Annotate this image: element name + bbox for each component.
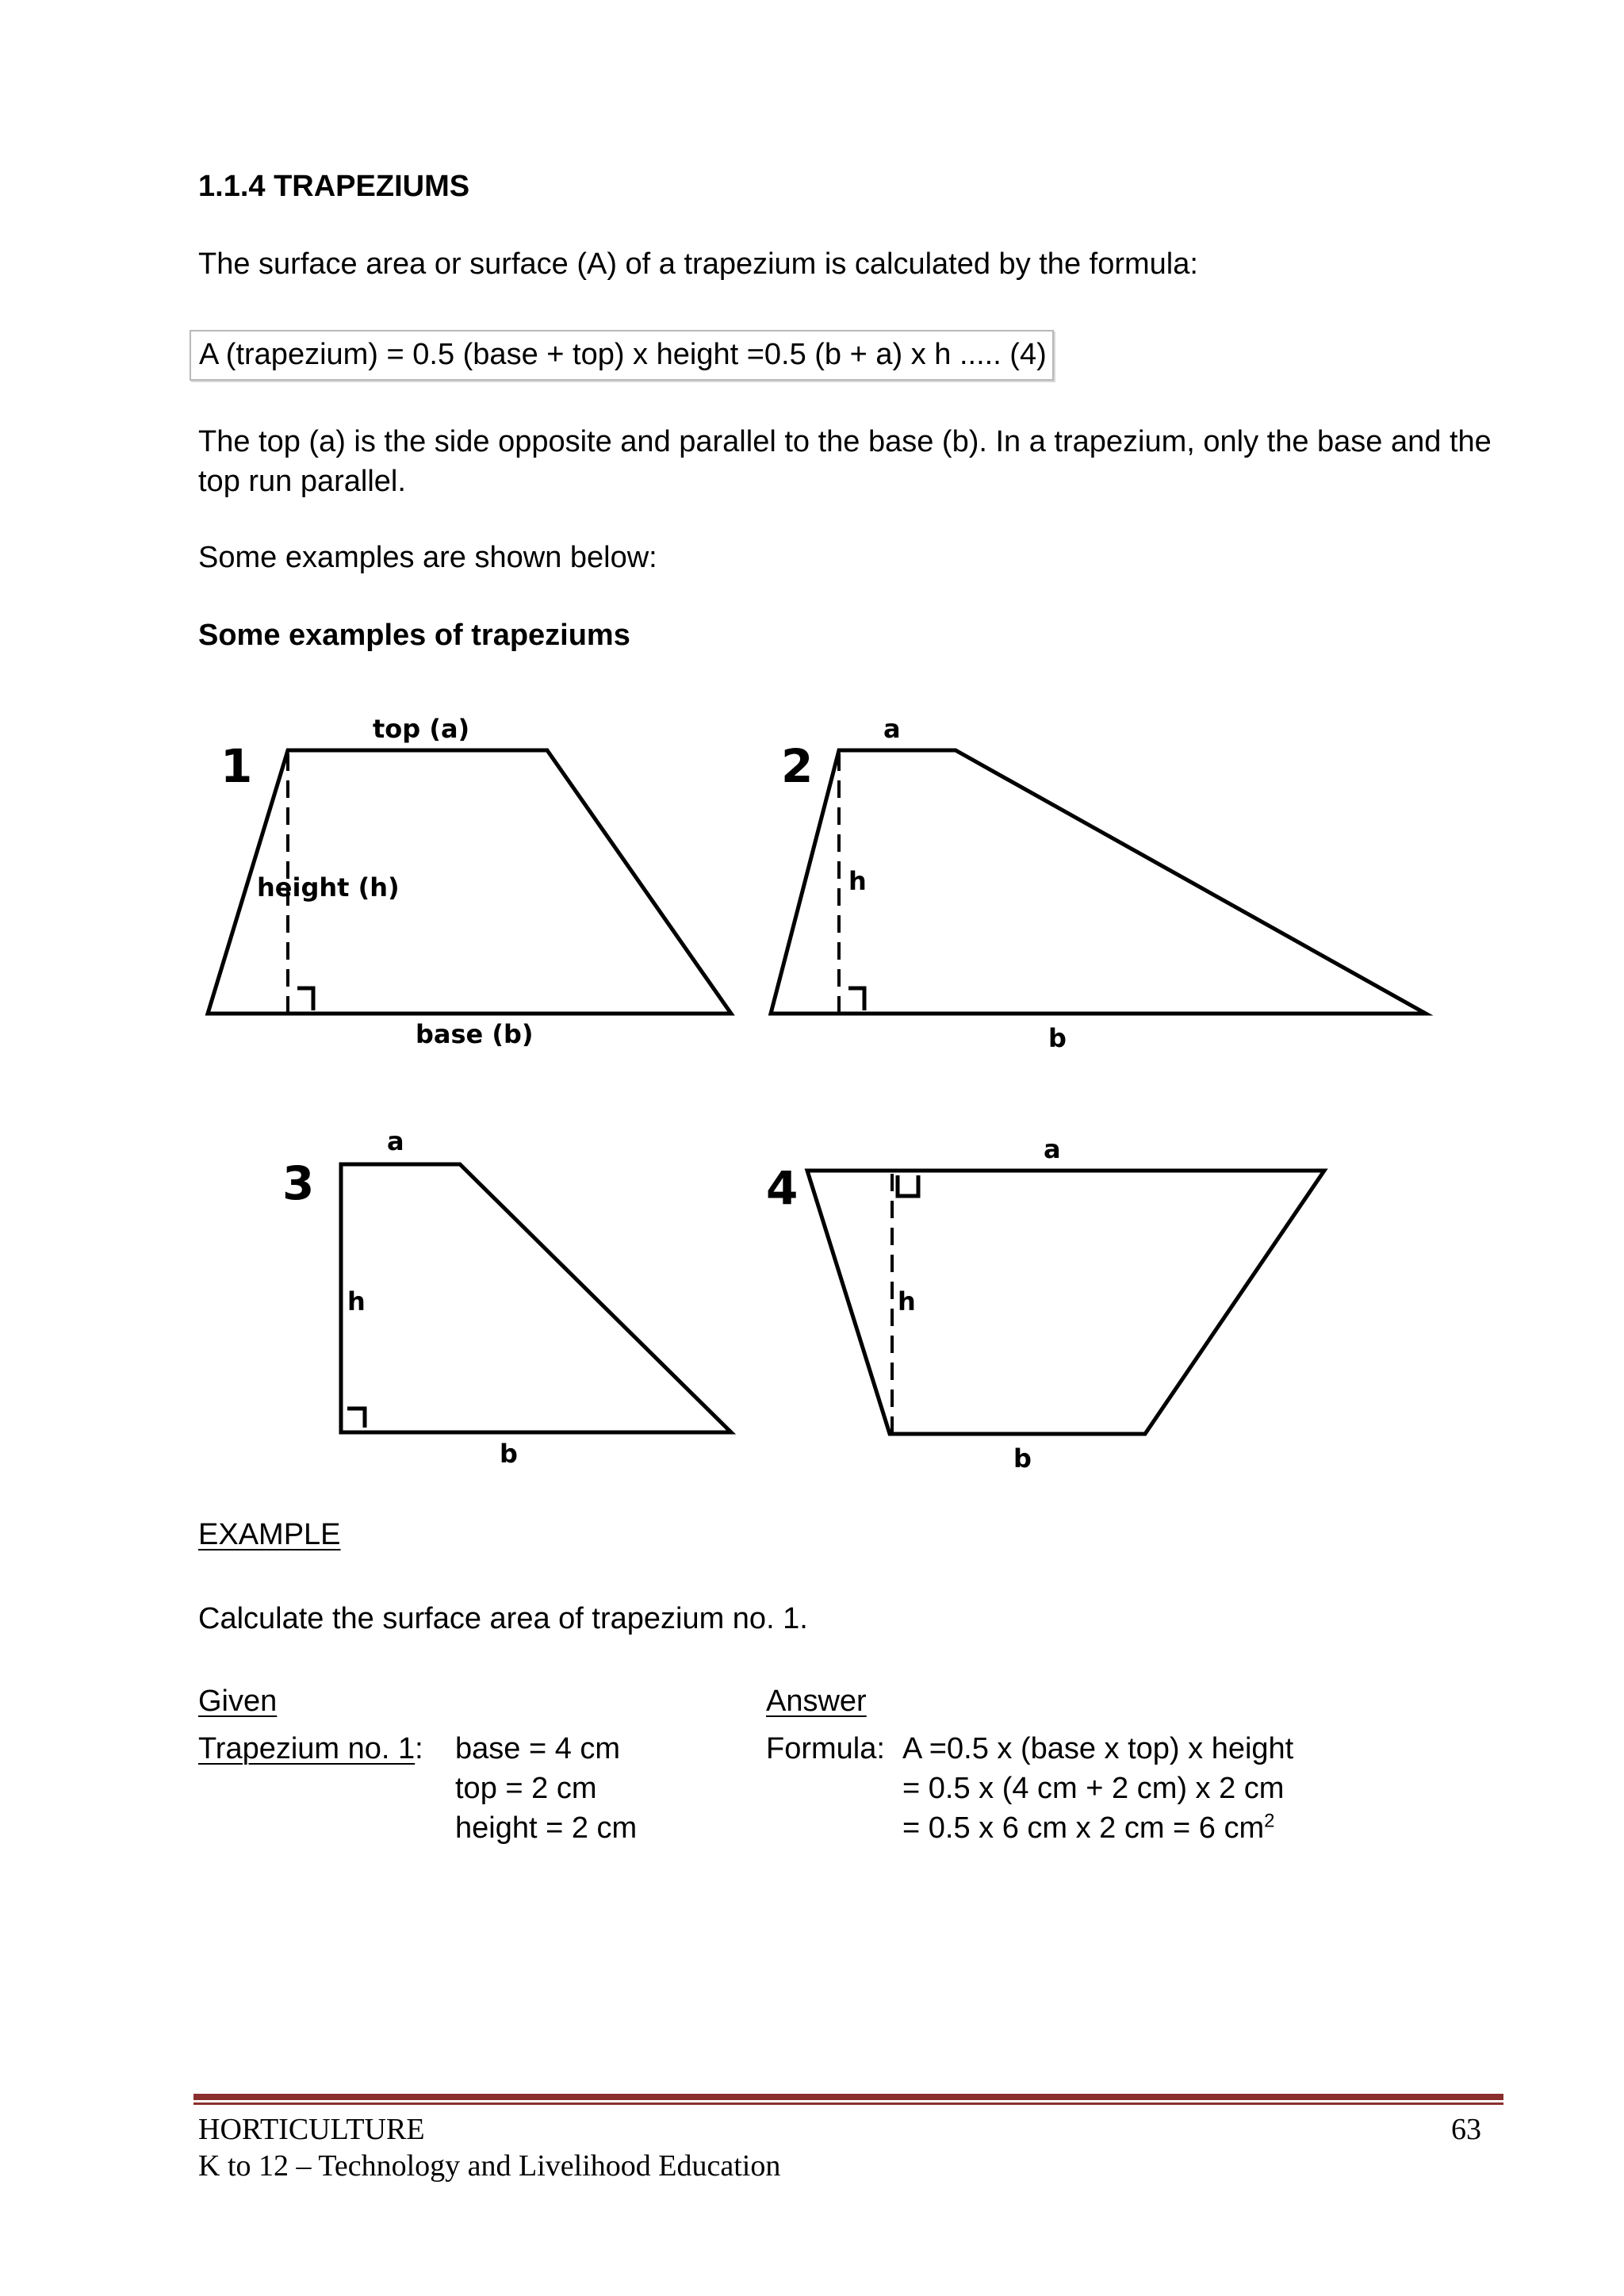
trapezium-4-top-label: a [1044, 1134, 1061, 1164]
trapezium-4-shape [807, 1171, 1324, 1434]
answer-heading: Answer [766, 1685, 867, 1718]
example-heading: EXAMPLE [198, 1518, 341, 1551]
trapezium-3-shape [341, 1164, 731, 1432]
footer-rule [193, 2094, 1503, 2100]
given-top: top = 2 cm [455, 1772, 597, 1805]
figure-title: Some examples of trapeziums [198, 619, 630, 652]
given-height: height = 2 cm [455, 1811, 638, 1845]
examples-intro: Some examples are shown below: [198, 541, 657, 574]
definition-paragraph: The top (a) is the side opposite and parallel to the base (b). In a trapezium, only the base and the top run parallel. [198, 425, 1492, 498]
answer-line-2: = 0.5 x (4 cm + 2 cm) x 2 cm [902, 1772, 1285, 1805]
answer-line-1: A =0.5 x (base x top) x height [902, 1732, 1294, 1765]
footer-rule-thin [193, 2102, 1503, 2105]
trapezium-3-base-label: b [500, 1439, 518, 1469]
trapezium-4-right-angle [898, 1175, 918, 1196]
trapezium-1-height-label: height (h) [257, 872, 400, 903]
formula-label: Formula: [766, 1732, 885, 1765]
unit-exponent: 2 [1264, 1810, 1275, 1832]
given-label: Trapezium no. 1: [198, 1732, 423, 1765]
trapezium-3-number: 3 [282, 1156, 315, 1210]
trapezium-2-height-label: h [848, 866, 867, 896]
trapezium-4-base-label: b [1013, 1443, 1032, 1474]
trapezium-1-base-label: base (b) [416, 1019, 534, 1049]
trapezium-2-number: 2 [781, 739, 814, 793]
trapezium-3-height-label: h [347, 1286, 366, 1317]
footer-subject: HORTICULTURE [198, 2113, 425, 2146]
example-question: Calculate the surface area of trapezium no. 1. [198, 1602, 808, 1635]
trapezium-3-top-label: a [387, 1126, 404, 1156]
trapezium-2-top-label: a [883, 714, 901, 744]
trapezium-4-number: 4 [766, 1161, 799, 1215]
answer-line-3-text: = 0.5 x 6 cm x 2 cm = 6 cm [902, 1811, 1265, 1845]
trapezium-1-right-angle [297, 988, 313, 1010]
trapezium-4-height-label: h [898, 1286, 916, 1317]
answer-line-3 [902, 1808, 1275, 1848]
given-heading: Given [198, 1685, 278, 1718]
intro-text: The surface area or surface (A) of a trapezium is calculated by the formula: [198, 247, 1198, 281]
trapezium-3-right-angle [347, 1409, 365, 1428]
trapezium-2-right-angle [848, 988, 864, 1010]
footer-page-number: 63 [1451, 2113, 1481, 2146]
section-heading: 1.1.4 TRAPEZIUMS [198, 170, 470, 203]
formula-box: A (trapezium) = 0.5 (base + top) x height =0.5 (b + a) x h ..... (4) [190, 330, 1054, 381]
given-label-text: Trapezium no. 1 [198, 1732, 416, 1765]
trapezium-2-base-label: b [1048, 1023, 1067, 1053]
trapezium-1-number: 1 [220, 739, 253, 793]
trapezium-1-top-label: top (a) [373, 714, 470, 744]
footer-program: K to 12 – Technology and Livelihood Education [198, 2149, 781, 2183]
given-base: base = 4 cm [455, 1732, 621, 1765]
trapezium-2-shape [771, 750, 1426, 1014]
